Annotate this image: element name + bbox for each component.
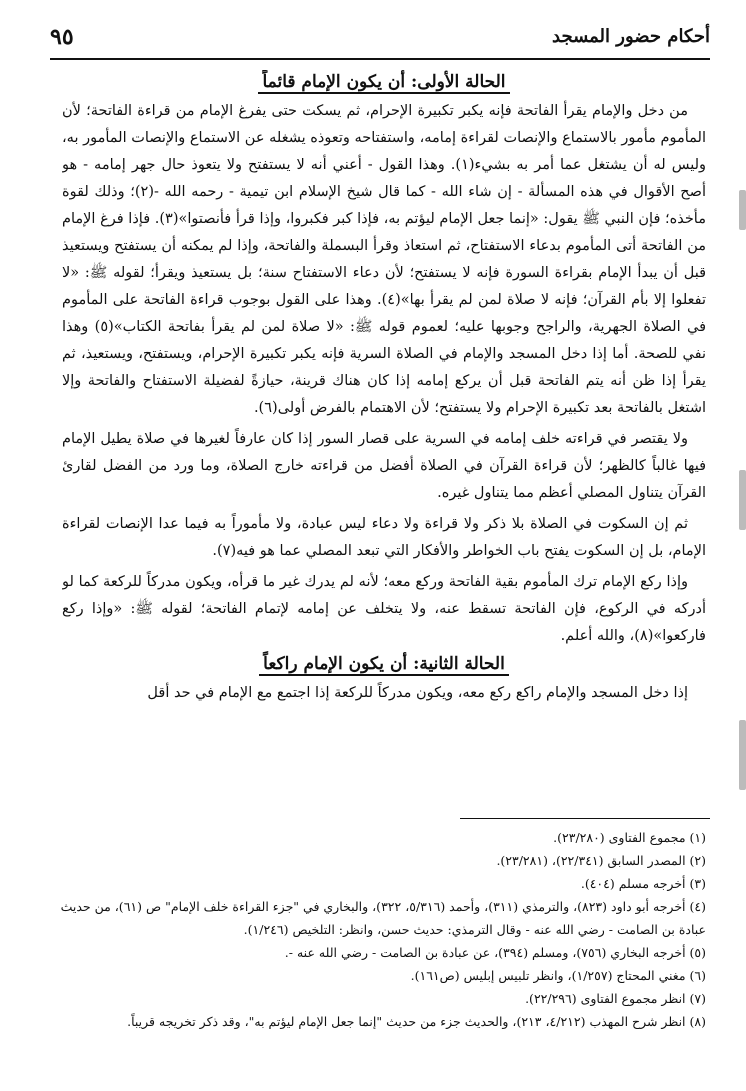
- footnote: (٧) انظر مجموع الفتاوى (٢٢/٢٩٦).: [525, 991, 706, 1006]
- footnote: (٥) أخرجه البخاري (٧٥٦)، ومسلم (٣٩٤)، عن عبادة بن الصامت - رضي الله عنه -.: [284, 945, 706, 960]
- footnote: (٤) أخرجه أبو داود (٨٢٣)، والترمذي (٣١١)، وأحمد (٥/٣١٦، ٣٢٢)، والبخاري في "جزء القراءة خلف الإمام" ص (٦١)، من حديث عبادة بن الصامت - رضي الله عنه - وقال الترمذي: حديث حسن، وانظر: التلخيص (١/٢٤٦).: [60, 899, 706, 937]
- section-heading-text: الحالة الثانية: أن يكون الإمام راكعاً: [259, 654, 509, 676]
- footnote: (٢) المصدر السابق (٢٢/٣٤١)، (٢٣/٢٨١).: [496, 853, 706, 868]
- running-title: أحكام حضور المسجد: [552, 26, 710, 47]
- paragraph: من دخل والإمام يقرأ الفاتحة فإنه يكبر تكبيرة الإحرام، ثم يسكت حتى يفرغ الإمام من قراءة الفاتحة؛ لأن المأموم مأمور بالاستماع والإنصات لقراءة إمامه، واستفتاحه وتعوذه يشغله عن الاستماع والإنصات المأمور به، وليس له أن يشتغل عما أمر به بشيء(١). وهذا القول - أعني أنه لا يستفتح ولا يتعوذ حال جهر إمامه - هو أصح الأقوال في هذه المسألة - إن شاء الله - كما قال شيخ الإسلام ابن تيمية - رحمه الله -(٢)؛ وذلك لقوة مأخذه؛ فإن النبي ﷺ يقول: «إنما جعل الإمام ليؤتم به، فإذا كبر فكبروا، وإذا قرأ فأنصتوا»(٣). فإذا فرغ الإمام من الفاتحة أتى المأموم بدعاء الاستفتاح، ثم استعاذ وقرأ البسملة والفاتحة، وإذا لم يمكنه أن يستفتح ويستعيذ قبل أن يبدأ الإمام بقراءة السورة فإنه لا يستفتح؛ لأن دعاء الاستفتاح سنة؛ بل يستعيذ ويقرأ؛ لقوله ﷺ: «لا تفعلوا إلا بأم القرآن؛ فإنه لا صلاة لمن لم يقرأ بها»(٤). وهذا على القول بوجوب قراءة الفاتحة على المأموم في الصلاة الجهرية، والراجح وجوبها عليه؛ لعموم قوله ﷺ: «لا صلاة لمن لم يقرأ بفاتحة الكتاب»(٥) وهذا نفي للصحة. أما إذا دخل المسجد والإمام في الصلاة السرية فإنه يكبر تكبيرة الإحرام، ويستفتح، ويستعيذ، ثم يقرأ إذا ظن أنه يتم الفاتحة قبل أن يركع إمامه إذا كان هناك قرينة، حيازةً لفضيلة الاستفتاح والفاتحة وإلا اشتغل بالفاتحة بعد تكبيرة الإحرام ولا يستفتح؛ لأن الاهتمام بالفرض أولى(٦).: [62, 103, 706, 416]
- section-heading-text: الحالة الأولى: أن يكون الإمام قائماً: [258, 72, 509, 94]
- footnote: (١) مجموع الفتاوى (٢٣/٢٨٠).: [553, 830, 706, 845]
- scan-edge-mark: [739, 190, 746, 230]
- scan-edge-mark: [739, 470, 746, 530]
- main-text: [62, 70, 706, 761]
- paragraph: ثم إن السكوت في الصلاة بلا ذكر ولا قراءة ولا دعاء ليس عبادة، ولا مأموراً به فيما عدا الإنصات لقراءة الإمام، بل إن السكوت يفتح باب الخواطر والأفكار التي تبعد المصلي عما هو فيه(٧).: [62, 516, 706, 559]
- page-number: ٩٥: [50, 24, 74, 50]
- scan-edge-mark: [739, 720, 746, 790]
- footnote-separator: [460, 818, 710, 819]
- footnote: (٣) أخرجه مسلم (٤٠٤).: [580, 876, 706, 891]
- page-header: [50, 22, 710, 60]
- footnotes: [48, 826, 706, 1081]
- paragraph: إذا دخل المسجد والإمام راكع ركع معه، ويكون مدركاً للركعة إذا اجتمع مع الإمام في حد أقل: [147, 685, 688, 701]
- footnote: (٨) انظر شرح المهذب (٤/٢١٢، ٢١٣)، والحديث جزء من حديث "إنما جعل الإمام ليؤتم به"، وقد ذكر تخريجه قريباً.: [127, 1014, 706, 1029]
- section-heading: [62, 72, 706, 92]
- paragraph: وإذا ركع الإمام ترك المأموم بقية الفاتحة وركع معه؛ لأنه لم يدرك غير ما قرأه، ويكون مدركاً للركعة كما لو أدركه في الركوع، فإن الفاتحة تسقط عنه، ولا يتخلف عن إمامه لإتمام الفاتحة؛ لقوله ﷺ: «وإذا ركع فاركعوا»(٨)، والله أعلم.: [62, 574, 706, 644]
- paragraph: ولا يقتصر في قراءته خلف إمامه في السرية على قصار السور إذا كان عارفاً لغيرها في صلاة يطيل الإمام فيها غالباً كالظهر؛ لأن قراءة القرآن في الصلاة أفضل من قراءته خارج الصلاة، وما ورد من الفضل لقارئ القرآن يتناول المصلي أعظم مما يتناول غيره.: [62, 431, 706, 501]
- section-heading: [62, 654, 706, 674]
- footnote: (٦) مغني المحتاج (١/٢٥٧)، وانظر تلبيس إبليس (ص١٦١).: [410, 968, 706, 983]
